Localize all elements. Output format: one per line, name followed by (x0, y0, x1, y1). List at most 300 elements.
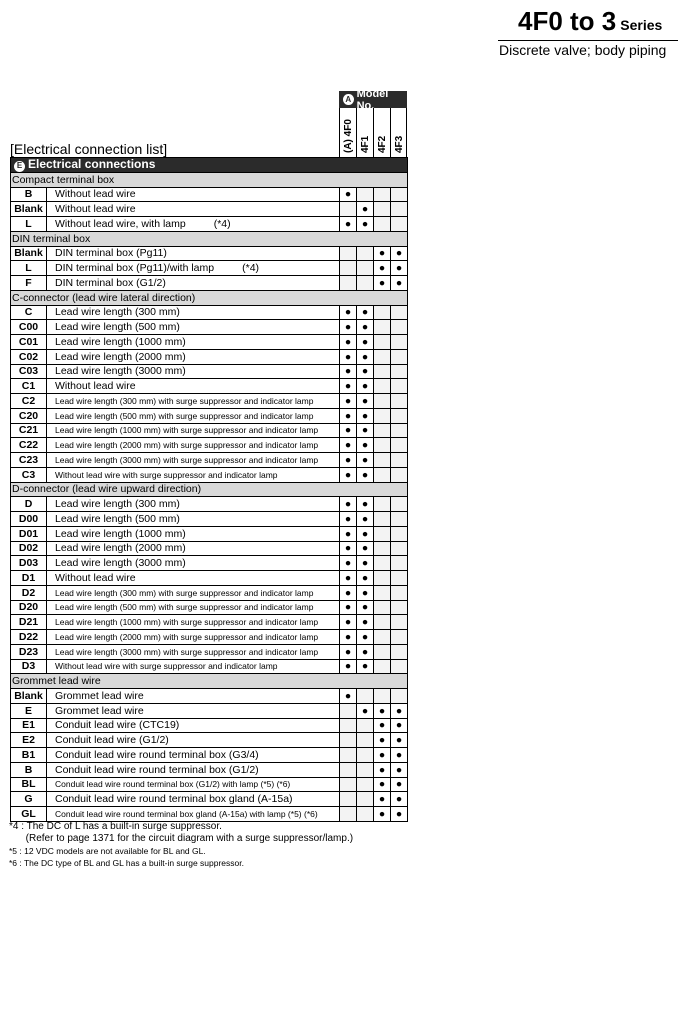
available-dot-icon: ● (340, 585, 357, 600)
table-section-header (11, 158, 408, 173)
description-text: Lead wire length (300 mm) with surge suppressor and indicator lamp (55, 395, 314, 406)
description-text: Lead wire length (300 mm) (55, 498, 180, 511)
unavailable-cell (374, 305, 391, 320)
table-row (11, 408, 408, 423)
unavailable-cell (391, 364, 408, 379)
unavailable-cell (374, 467, 391, 482)
description-text: Lead wire length (500 mm) with surge suppressor and indicator lamp (55, 602, 314, 613)
description-cell (47, 512, 340, 527)
description-text: Without lead wire with surge suppressor and indicator lamp (55, 661, 278, 672)
code-cell: B1 (11, 748, 47, 763)
unavailable-cell (391, 689, 408, 704)
available-dot-icon: ● (340, 335, 357, 350)
available-dot-icon: ● (357, 556, 374, 571)
table-row (11, 497, 408, 512)
unavailable-cell (374, 187, 391, 202)
unavailable-cell (374, 644, 391, 659)
group-header (11, 674, 408, 689)
code-cell: D02 (11, 541, 47, 556)
description-text: Lead wire length (1000 mm) (55, 335, 186, 348)
description-cell (47, 379, 340, 394)
description-cell (47, 733, 340, 748)
code-cell: C21 (11, 423, 47, 438)
code-cell: C2 (11, 394, 47, 409)
description-text: Lead wire length (1000 mm) with surge suppressor and indicator lamp (55, 425, 319, 436)
table-row (11, 807, 408, 822)
available-dot-icon: ● (374, 246, 391, 261)
header-rule (498, 40, 678, 41)
unavailable-cell (391, 202, 408, 217)
description-cell (47, 202, 340, 217)
available-dot-icon: ● (357, 703, 374, 718)
available-dot-icon: ● (357, 512, 374, 527)
table-row (11, 703, 408, 718)
code-cell: D22 (11, 630, 47, 645)
unavailable-cell (357, 733, 374, 748)
unavailable-cell (340, 748, 357, 763)
code-cell: D21 (11, 615, 47, 630)
description-cell (47, 644, 340, 659)
footnote: *5 : 12 VDC models are not available for BL and GL. (9, 846, 206, 856)
description-text: DIN terminal box (Pg11) (55, 247, 167, 260)
unavailable-cell (391, 408, 408, 423)
available-dot-icon: ● (357, 349, 374, 364)
table-row (11, 364, 408, 379)
table-row (11, 305, 408, 320)
description-cell (47, 792, 340, 807)
unavailable-cell (340, 777, 357, 792)
description-text: Lead wire length (2000 mm) with surge suppressor and indicator lamp (55, 440, 319, 451)
available-dot-icon: ● (374, 276, 391, 291)
available-dot-icon: ● (340, 364, 357, 379)
table-row (11, 379, 408, 394)
table-row (11, 276, 408, 291)
group-name: Compact terminal box (11, 172, 408, 187)
footnote: *4 : The DC of L has a built-in surge suppressor. (9, 821, 222, 832)
description-text: Lead wire length (2000 mm) (55, 350, 186, 363)
available-dot-icon: ● (357, 630, 374, 645)
table-row (11, 217, 408, 232)
available-dot-icon: ● (357, 600, 374, 615)
table-row (11, 659, 408, 674)
header-subtitle: Discrete valve; body piping (499, 42, 667, 58)
available-dot-icon: ● (357, 526, 374, 541)
code-cell: D00 (11, 512, 47, 527)
available-dot-icon: ● (391, 276, 408, 291)
description-text: Conduit lead wire (G1/2) (55, 734, 169, 747)
available-dot-icon: ● (374, 748, 391, 763)
model-no-label: Model No. (356, 87, 389, 112)
table-row (11, 349, 408, 364)
group-name: DIN terminal box (11, 231, 408, 246)
available-dot-icon: ● (357, 408, 374, 423)
section-title: [Electrical connection list] (10, 141, 168, 157)
description-text: Lead wire length (1000 mm) with surge suppressor and indicator lamp (55, 617, 319, 628)
available-dot-icon: ● (374, 261, 391, 276)
code-cell: C1 (11, 379, 47, 394)
unavailable-cell (374, 408, 391, 423)
description-text: Without lead wire (55, 188, 136, 201)
description-text: Conduit lead wire round terminal box (G3/4) (55, 748, 259, 761)
description-text: Lead wire length (500 mm) with surge suppressor and indicator lamp (55, 410, 314, 421)
code-cell: C01 (11, 335, 47, 350)
code-cell: E2 (11, 733, 47, 748)
unavailable-cell (374, 600, 391, 615)
available-dot-icon: ● (357, 497, 374, 512)
available-dot-icon: ● (357, 364, 374, 379)
available-dot-icon: ● (391, 246, 408, 261)
code-cell: C03 (11, 364, 47, 379)
available-dot-icon: ● (357, 217, 374, 232)
available-dot-icon: ● (357, 438, 374, 453)
unavailable-cell (357, 807, 374, 822)
table-row (11, 571, 408, 586)
available-dot-icon: ● (340, 689, 357, 704)
available-dot-icon: ● (340, 659, 357, 674)
description-cell (47, 703, 340, 718)
table-row (11, 777, 408, 792)
available-dot-icon: ● (391, 807, 408, 822)
available-dot-icon: ● (340, 423, 357, 438)
description-text: Lead wire length (2000 mm) (55, 542, 186, 555)
code-cell: E (11, 703, 47, 718)
description-cell (47, 585, 340, 600)
column-header: (A) 4F0 (339, 108, 356, 157)
group-header (11, 482, 408, 497)
description-text: Lead wire length (2000 mm) with surge suppressor and indicator lamp (55, 631, 319, 642)
unavailable-cell (374, 438, 391, 453)
unavailable-cell (391, 571, 408, 586)
description-cell (47, 320, 340, 335)
unavailable-cell (391, 497, 408, 512)
table-row (11, 689, 408, 704)
description-cell (47, 762, 340, 777)
table-row (11, 630, 408, 645)
description-cell (47, 261, 340, 276)
group-name: C-connector (lead wire lateral direction) (11, 290, 408, 305)
description-text: Lead wire length (500 mm) (55, 512, 180, 525)
unavailable-cell (391, 394, 408, 409)
available-dot-icon: ● (340, 615, 357, 630)
description-text: Lead wire length (3000 mm) with surge suppressor and indicator lamp (55, 646, 319, 657)
available-dot-icon: ● (340, 630, 357, 645)
available-dot-icon: ● (340, 187, 357, 202)
available-dot-icon: ● (340, 556, 357, 571)
available-dot-icon: ● (340, 512, 357, 527)
code-cell: G (11, 792, 47, 807)
table-row (11, 718, 408, 733)
description-text: Conduit lead wire round terminal box (G1/2) with lamp (*5) (*6) (55, 779, 291, 790)
code-cell: D01 (11, 526, 47, 541)
description-cell (47, 556, 340, 571)
unavailable-cell (357, 792, 374, 807)
series-title (518, 6, 662, 40)
code-cell: Blank (11, 246, 47, 261)
available-dot-icon: ● (357, 305, 374, 320)
description-cell (47, 335, 340, 350)
table-row (11, 467, 408, 482)
note-ref: (*4) (213, 217, 231, 230)
available-dot-icon: ● (340, 305, 357, 320)
available-dot-icon: ● (357, 541, 374, 556)
series-suffix: Series (620, 17, 663, 33)
code-cell: B (11, 762, 47, 777)
description-cell (47, 777, 340, 792)
available-dot-icon: ● (391, 777, 408, 792)
unavailable-cell (374, 585, 391, 600)
table-row (11, 644, 408, 659)
column-header: 4F3 (390, 108, 407, 157)
note-ref: (*4) (242, 262, 260, 275)
available-dot-icon: ● (357, 644, 374, 659)
available-dot-icon: ● (357, 394, 374, 409)
available-dot-icon: ● (357, 571, 374, 586)
description-cell (47, 541, 340, 556)
available-dot-icon: ● (357, 467, 374, 482)
unavailable-cell (391, 644, 408, 659)
badge-e-icon: E (14, 161, 25, 172)
description-cell (47, 718, 340, 733)
table-row (11, 394, 408, 409)
available-dot-icon: ● (340, 541, 357, 556)
unavailable-cell (374, 526, 391, 541)
description-text: Lead wire length (3000 mm) (55, 365, 186, 378)
table-row (11, 792, 408, 807)
available-dot-icon: ● (374, 807, 391, 822)
description-text: Without lead wire (55, 571, 136, 584)
description-cell (47, 571, 340, 586)
unavailable-cell (391, 615, 408, 630)
available-dot-icon: ● (357, 320, 374, 335)
available-dot-icon: ● (340, 320, 357, 335)
unavailable-cell (357, 246, 374, 261)
available-dot-icon: ● (391, 748, 408, 763)
description-cell (47, 600, 340, 615)
table-row (11, 423, 408, 438)
code-cell: D2 (11, 585, 47, 600)
code-cell: C (11, 305, 47, 320)
unavailable-cell (391, 526, 408, 541)
unavailable-cell (374, 217, 391, 232)
code-cell: L (11, 261, 47, 276)
unavailable-cell (391, 600, 408, 615)
available-dot-icon: ● (340, 349, 357, 364)
unavailable-cell (374, 320, 391, 335)
available-dot-icon: ● (357, 659, 374, 674)
description-text: Lead wire length (300 mm) (55, 306, 180, 319)
unavailable-cell (340, 807, 357, 822)
model-no-header (339, 87, 407, 112)
description-text: Lead wire length (1000 mm) (55, 527, 186, 540)
code-cell: D1 (11, 571, 47, 586)
unavailable-cell (340, 246, 357, 261)
group-name: D-connector (lead wire upward direction) (11, 482, 408, 497)
description-text: DIN terminal box (G1/2) (55, 276, 166, 289)
unavailable-cell (357, 187, 374, 202)
description-cell (47, 408, 340, 423)
code-cell: D03 (11, 556, 47, 571)
description-text: Lead wire length (3000 mm) with surge suppressor and indicator lamp (55, 454, 319, 465)
unavailable-cell (374, 497, 391, 512)
description-text: Without lead wire (55, 203, 136, 216)
available-dot-icon: ● (374, 792, 391, 807)
description-cell (47, 748, 340, 763)
code-cell: D23 (11, 644, 47, 659)
code-cell: C00 (11, 320, 47, 335)
column-header: 4F2 (373, 108, 390, 157)
description-text: Grommet lead wire (55, 704, 144, 717)
unavailable-cell (340, 202, 357, 217)
unavailable-cell (391, 585, 408, 600)
unavailable-cell (357, 748, 374, 763)
available-dot-icon: ● (357, 615, 374, 630)
available-dot-icon: ● (357, 423, 374, 438)
table-row (11, 202, 408, 217)
unavailable-cell (357, 718, 374, 733)
description-cell (47, 364, 340, 379)
unavailable-cell (357, 777, 374, 792)
unavailable-cell (391, 217, 408, 232)
available-dot-icon: ● (357, 453, 374, 468)
available-dot-icon: ● (374, 703, 391, 718)
available-dot-icon: ● (340, 600, 357, 615)
unavailable-cell (357, 276, 374, 291)
unavailable-cell (374, 630, 391, 645)
description-cell (47, 630, 340, 645)
unavailable-cell (391, 630, 408, 645)
available-dot-icon: ● (340, 408, 357, 423)
unavailable-cell (391, 305, 408, 320)
description-cell (47, 807, 340, 822)
code-cell: BL (11, 777, 47, 792)
unavailable-cell (340, 261, 357, 276)
table-row (11, 526, 408, 541)
unavailable-cell (374, 512, 391, 527)
unavailable-cell (391, 320, 408, 335)
table-row (11, 615, 408, 630)
code-cell: F (11, 276, 47, 291)
table-row (11, 556, 408, 571)
unavailable-cell (374, 541, 391, 556)
available-dot-icon: ● (391, 762, 408, 777)
table-row (11, 335, 408, 350)
available-dot-icon: ● (391, 733, 408, 748)
unavailable-cell (340, 703, 357, 718)
unavailable-cell (357, 261, 374, 276)
code-cell: D (11, 497, 47, 512)
code-cell: L (11, 217, 47, 232)
series-title-text: 4F0 to 3 (518, 6, 617, 36)
table-header-label: Electrical connections (28, 157, 156, 172)
available-dot-icon: ● (391, 703, 408, 718)
unavailable-cell (374, 202, 391, 217)
unavailable-cell (391, 187, 408, 202)
unavailable-cell (391, 659, 408, 674)
available-dot-icon: ● (357, 585, 374, 600)
unavailable-cell (340, 276, 357, 291)
group-header (11, 290, 408, 305)
table-row (11, 261, 408, 276)
table-row (11, 246, 408, 261)
table-row (11, 762, 408, 777)
description-text: Without lead wire, with lamp (55, 217, 186, 230)
description-text: Without lead wire with surge suppressor and indicator lamp (55, 469, 278, 480)
available-dot-icon: ● (374, 777, 391, 792)
available-dot-icon: ● (340, 217, 357, 232)
description-text: Lead wire length (500 mm) (55, 321, 180, 334)
description-text: Conduit lead wire round terminal box (G1/2) (55, 763, 259, 776)
unavailable-cell (340, 733, 357, 748)
available-dot-icon: ● (340, 453, 357, 468)
code-cell: C22 (11, 438, 47, 453)
available-dot-icon: ● (357, 202, 374, 217)
available-dot-icon: ● (340, 379, 357, 394)
description-cell (47, 497, 340, 512)
unavailable-cell (374, 379, 391, 394)
table-row (11, 585, 408, 600)
unavailable-cell (391, 349, 408, 364)
unavailable-cell (374, 556, 391, 571)
model-columns (339, 108, 407, 157)
description-text: DIN terminal box (Pg11)/with lamp (55, 262, 215, 275)
footnotes (9, 821, 353, 869)
description-cell (47, 276, 340, 291)
unavailable-cell (391, 453, 408, 468)
unavailable-cell (374, 571, 391, 586)
code-cell: Blank (11, 689, 47, 704)
unavailable-cell (391, 379, 408, 394)
table-row (11, 541, 408, 556)
footnote: (Refer to page 1371 for the circuit diagram with a surge suppressor/lamp.) (9, 833, 354, 844)
code-cell: Blank (11, 202, 47, 217)
description-text: Conduit lead wire round terminal box gland (A-15a) (55, 793, 293, 806)
unavailable-cell (374, 659, 391, 674)
description-cell (47, 526, 340, 541)
unavailable-cell (340, 792, 357, 807)
unavailable-cell (391, 467, 408, 482)
unavailable-cell (391, 335, 408, 350)
group-name: Grommet lead wire (11, 674, 408, 689)
unavailable-cell (340, 718, 357, 733)
unavailable-cell (357, 762, 374, 777)
description-cell (47, 187, 340, 202)
code-cell: C20 (11, 408, 47, 423)
available-dot-icon: ● (391, 718, 408, 733)
group-header (11, 231, 408, 246)
available-dot-icon: ● (340, 644, 357, 659)
unavailable-cell (374, 394, 391, 409)
unavailable-cell (340, 762, 357, 777)
unavailable-cell (374, 615, 391, 630)
available-dot-icon: ● (357, 379, 374, 394)
code-cell: D20 (11, 600, 47, 615)
code-cell: C23 (11, 453, 47, 468)
description-text: Lead wire length (3000 mm) (55, 557, 186, 570)
unavailable-cell (374, 364, 391, 379)
table-row (11, 600, 408, 615)
table-row (11, 512, 408, 527)
table-row (11, 748, 408, 763)
unavailable-cell (374, 349, 391, 364)
available-dot-icon: ● (374, 733, 391, 748)
available-dot-icon: ● (340, 438, 357, 453)
code-cell: B (11, 187, 47, 202)
code-cell: C3 (11, 467, 47, 482)
code-cell: GL (11, 807, 47, 822)
unavailable-cell (391, 541, 408, 556)
unavailable-cell (391, 556, 408, 571)
available-dot-icon: ● (340, 571, 357, 586)
